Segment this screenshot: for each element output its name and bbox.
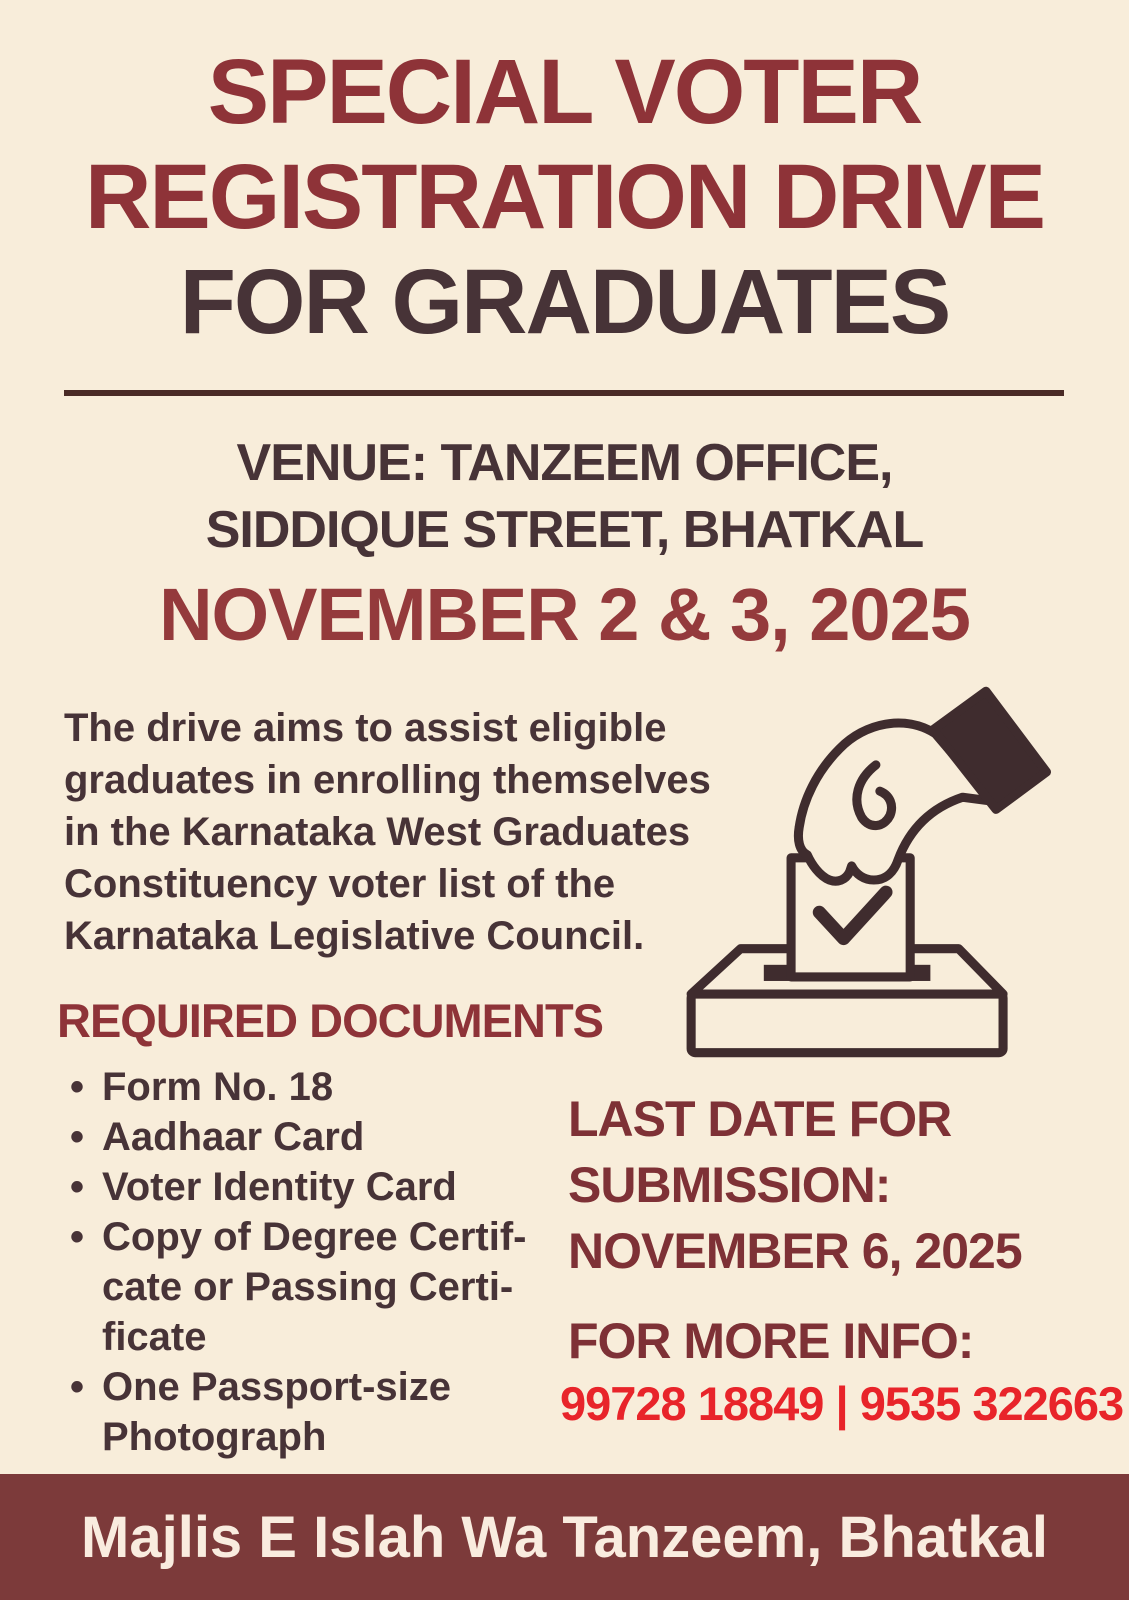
- list-item-text: • Copy of Degree Certif-: [102, 1215, 527, 1259]
- list-item: [70, 1162, 590, 1212]
- title-line-3: FOR GRADUATES: [179, 250, 950, 353]
- list-item-text: Photograph: [102, 1415, 327, 1459]
- venue: [0, 430, 1129, 563]
- footer-organization-name: Majlis E Islah Wa Tanzeem, Bhatkal: [81, 1504, 1048, 1570]
- ballot-box-front: [691, 994, 1003, 1053]
- submission-line-3: NOVEMBER 6, 2025: [568, 1223, 1022, 1279]
- page-title: [0, 40, 1129, 355]
- footer-bar: [0, 1474, 1129, 1600]
- description: [64, 702, 754, 962]
- submission-deadline: [568, 1086, 1022, 1284]
- description-line: graduates in enrolling themselves: [64, 758, 711, 802]
- list-item: [70, 1112, 590, 1162]
- list-item: [70, 1062, 590, 1112]
- submission-line-1: LAST DATE FOR: [568, 1091, 952, 1147]
- list-item-text: ficate: [102, 1315, 207, 1359]
- event-date: NOVEMBER 2 & 3, 2025: [159, 573, 970, 656]
- description-line: in the Karnataka West Graduates: [64, 810, 691, 854]
- list-item: [70, 1212, 590, 1362]
- description-line: The drive aims to assist eligible: [64, 706, 667, 750]
- title-line-2: REGISTRATION DRIVE: [84, 145, 1045, 248]
- description-line: Karnataka Legislative Council.: [64, 914, 645, 958]
- required-documents-heading: REQUIRED DOCUMENTS: [57, 994, 604, 1047]
- title-divider: [64, 390, 1064, 396]
- more-info-label: FOR MORE INFO:: [568, 1313, 974, 1369]
- list-item-text: • Form No. 18: [102, 1065, 334, 1109]
- list-item: [70, 1362, 590, 1462]
- submission-line-2: SUBMISSION:: [568, 1157, 891, 1213]
- phone-numbers: 99728 18849 | 9535 322663: [560, 1377, 1124, 1430]
- ballot-box-hand-icon: [678, 686, 1102, 1070]
- venue-line-1: VENUE: TANZEEM OFFICE,: [236, 434, 893, 492]
- required-documents-list: [70, 1062, 590, 1462]
- venue-line-2: SIDDIQUE STREET, BHATKAL: [205, 500, 924, 559]
- description-line: Constituency voter list of the: [64, 862, 616, 906]
- list-item-text: • Voter Identity Card: [102, 1165, 457, 1209]
- title-line-1: SPECIAL VOTER: [207, 41, 922, 143]
- list-item-text: • Aadhaar Card: [102, 1115, 365, 1159]
- list-item-text: • One Passport-size: [102, 1365, 452, 1409]
- list-item-text: cate or Passing Certi-: [102, 1265, 514, 1309]
